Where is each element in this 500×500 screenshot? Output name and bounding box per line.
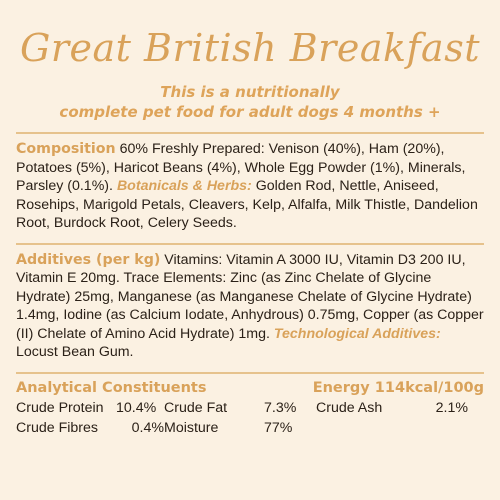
composition-section bbox=[16, 140, 484, 233]
constituent-name: Crude Ash bbox=[316, 399, 383, 416]
subtitle-line-1: This is a nutritionally bbox=[160, 83, 340, 101]
tech-additives-label: Technological Additives: bbox=[273, 325, 441, 342]
composition-label: Composition bbox=[16, 141, 116, 157]
divider bbox=[16, 243, 484, 245]
energy-value: Energy 114kcal/100g bbox=[312, 379, 484, 396]
constituent-value: 2.1% bbox=[435, 399, 468, 416]
additives-label: Additives (per kg) bbox=[16, 251, 161, 268]
composition-text: 60% Freshly Prepared: Venison (40%), Ham (20%), Potatoes (5%), Haricot Beans (4%), Whole Egg Powder (1%), Minerals, Parsley (0.1%). bbox=[16, 141, 466, 194]
additives-section bbox=[16, 251, 484, 362]
constituent-value: 0.4% bbox=[131, 419, 164, 436]
botanicals-label: Botanicals & Herbs: bbox=[116, 178, 252, 194]
constituent-name: Crude Protein bbox=[16, 399, 104, 416]
constituent-name: Crude Fibres bbox=[16, 419, 99, 436]
constituent-value: 7.3% bbox=[264, 399, 297, 416]
page-title: Great British Breakfast bbox=[20, 26, 480, 70]
analytical-label: Analytical Constituents bbox=[16, 379, 207, 396]
analytical-header bbox=[16, 380, 484, 396]
divider bbox=[16, 132, 484, 134]
constituent-name: Moisture bbox=[164, 419, 219, 436]
subtitle bbox=[16, 82, 484, 122]
constituent-name: Crude Fat bbox=[164, 399, 228, 416]
empty-cell bbox=[424, 418, 468, 438]
botanicals-text: Golden Rod, Nettle, Aniseed, Rosehips, Marigold Petals, Cleavers, Kelp, Alfalfa, Milk Thistle, Dandelion Root, Burdock Root, Celery Seeds. bbox=[16, 178, 478, 231]
constituent-value: 10.4% bbox=[116, 399, 157, 416]
empty-cell bbox=[316, 418, 424, 438]
divider bbox=[16, 372, 484, 374]
tech-additives-text: Locust Bean Gum. bbox=[16, 344, 134, 360]
constituent-value: 77% bbox=[264, 419, 293, 436]
subtitle-line-2: complete pet food for adult dogs 4 months + bbox=[59, 103, 441, 121]
additives-text: Vitamins: Vitamin A 3000 IU, Vitamin D3 200 IU, Vitamin E 20mg. Trace Elements: Zinc (as Zinc Chelate of Glycine Hydrate) 25mg, Manganese (as Manganese Chelate of Glycine Hydrate) 1.4mg, Iodine (as Calcium Iodate, Anhydrous) 0.75mg, Copper (as Copper (II) Chelate of Amino Acid Hydrate) 1mg. bbox=[16, 251, 484, 342]
analytical-table bbox=[16, 398, 484, 438]
